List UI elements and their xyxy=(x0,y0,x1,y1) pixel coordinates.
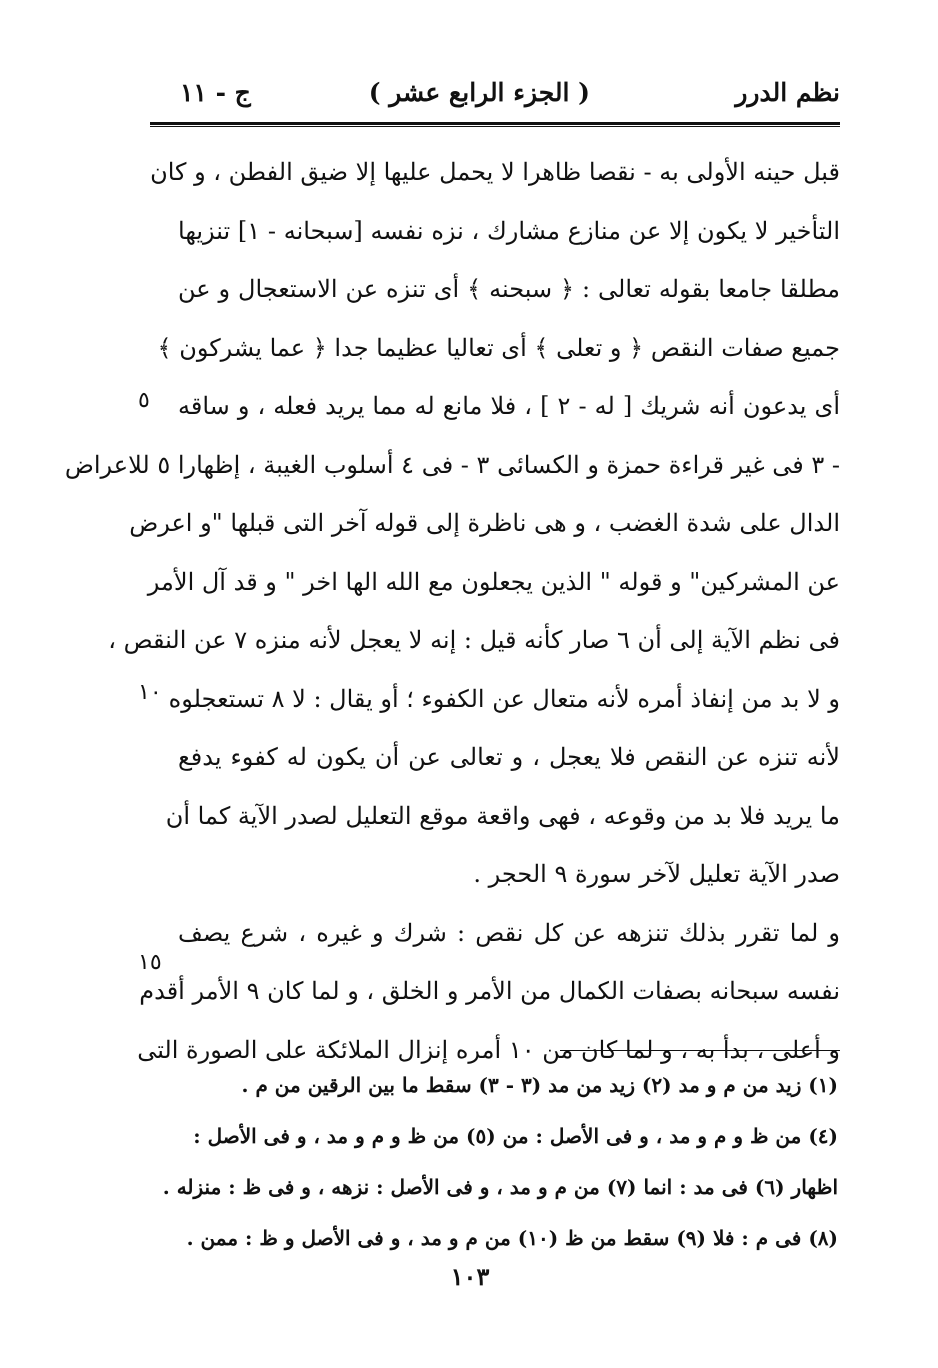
footnote-line: (٨) فى م : فلا (٩) سقط من ظ (١٠) من م و مد ، و فى الأصل و ظ : ممن . xyxy=(186,1226,838,1250)
line-number-10: ١٠ xyxy=(138,680,162,705)
text-line: صدر الآية تعليل لآخر سورة ٩ الحجر . xyxy=(473,860,840,888)
text-line: عن المشركين" و قوله " الذين يجعلون مع الله الها اخر " و قد آل الأمر xyxy=(147,567,840,596)
volume-number: ج - ١١ xyxy=(180,78,251,107)
footnote-line: (٤) من ظ و م و مد ، و فى الأصل : من (٥) من ظ و م و مد ، و فى الأصل : xyxy=(193,1124,838,1148)
running-header xyxy=(150,78,840,118)
line-number-5: ٥ xyxy=(138,388,150,413)
text-line: قبل حينه الأولى به - نقصا ظاهرا لا يحمل عليها إلا ضيق الفطن ، و كان xyxy=(150,158,840,186)
text-line: و لما تقرر بذلك تنزهه عن كل نقص : شرك و غيره ، شرع يصف xyxy=(178,918,840,947)
text-line: و أعلى ، بدأ به ، و لما كان من ١٠ أمره إنزال الملائكة على الصورة التى xyxy=(137,1035,840,1064)
book-title: نظم الدرر xyxy=(735,78,840,107)
text-line: مطلقا جامعا بقوله تعالى : ﴿ سبحنه ﴾ أى تنزه عن الاستعجال و عن xyxy=(178,275,840,303)
footnotes xyxy=(162,1060,838,1264)
text-line: جميع صفات النقص ﴿ و تعلى ﴾ أى تعاليا عظيما جدا ﴿ عما يشركون ﴾ xyxy=(157,333,840,362)
text-line: و لا بد من إنفاذ أمره لأنه متعال عن الكفوء ؛ أو يقال : لا ٨ تستعجلوه xyxy=(168,684,840,713)
footnote-line: (١) زيد من م و مد (٢) زيد من مد (٣ - ٣) سقط ما بين الرقين من م . xyxy=(241,1073,838,1097)
line-number-15: ١٥ xyxy=(138,950,162,975)
text-line: - ٣ فى غير قراءة حمزة و الكسائى ٣ - فى ٤ أسلوب الغيبة ، إظهارا ٥ للاعراض xyxy=(64,450,840,479)
text-line: التأخير لا يكون إلا عن منازع مشارك ، نزه نفسه [سبحانه - ١] تنزيها xyxy=(178,216,840,245)
text-line: ما يريد فلا بد من وقوعه ، فهى واقعة موقع التعليل لصدر الآية كما أن xyxy=(165,801,840,830)
footnote-rule xyxy=(560,1050,840,1051)
header-rule xyxy=(150,122,840,127)
text-line: لأنه تنزه عن النقص فلا يعجل ، و تعالى عن أن يكون له كفوء يدفع xyxy=(178,743,840,771)
text-line: نفسه سبحانه بصفات الكمال من الأمر و الخلق ، و لما كان ٩ الأمر أقدم xyxy=(139,977,840,1005)
page-number: ١٠٣ xyxy=(450,1262,490,1291)
text-line: فى نظم الآية إلى أن ٦ صار كأنه قيل : إنه لا يعجل لأنه منزه ٧ عن النقص ، xyxy=(108,626,840,654)
text-line: الدال على شدة الغضب ، و هى ناظرة إلى قوله آخر التى قبلها "و اعرض xyxy=(129,509,840,537)
text-line: أى يدعون أنه شريك [ له - ٢ ] ، فلا مانع له مما يريد فعله ، و ساقه xyxy=(178,392,840,420)
part-title: ( الجزء الرابع عشر ) xyxy=(368,78,590,107)
footnote-line: اظهار (٦) فى مد : انما (٧) من م و مد ، و فى الأصل : نزهه ، و فى ظ : منزله . xyxy=(162,1175,838,1199)
